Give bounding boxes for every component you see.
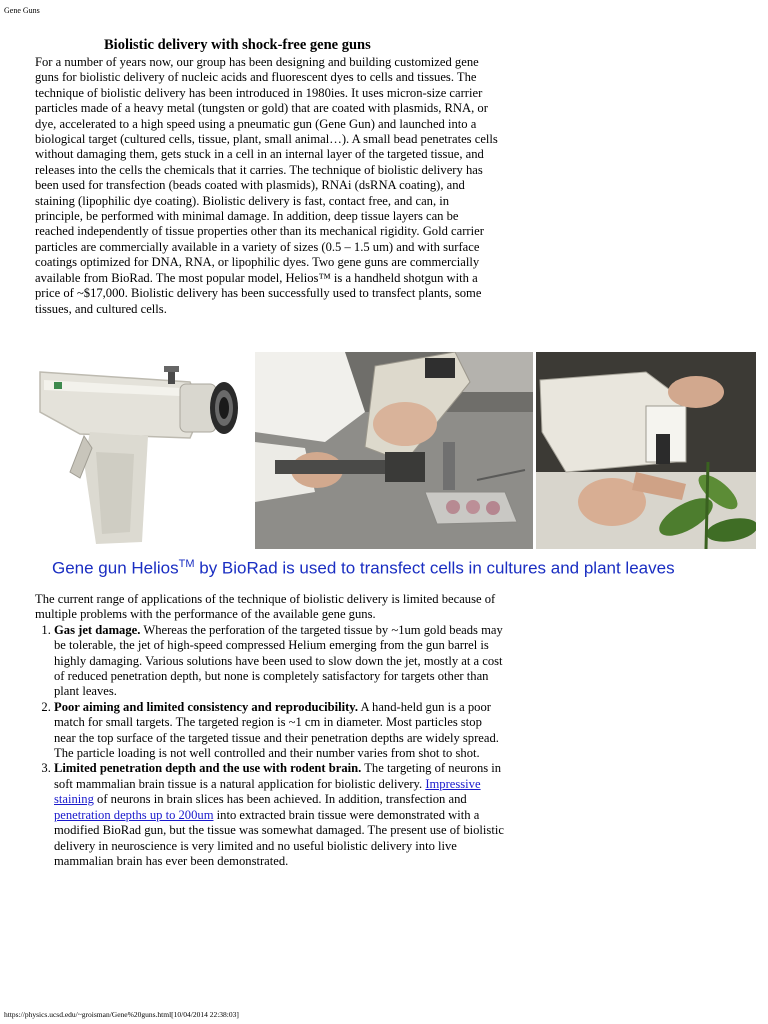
impressive-staining-link[interactable]: Impressive staining bbox=[54, 776, 481, 807]
list-item bbox=[54, 761, 505, 869]
item-text: of neurons in brain slices has been achieved. In addition, transfection and bbox=[93, 792, 467, 807]
page-title: Biolistic delivery with shock-free gene guns bbox=[104, 37, 371, 53]
list-item bbox=[54, 623, 505, 700]
gene-gun-product-photo bbox=[30, 352, 252, 549]
page-header-title: Gene Guns bbox=[4, 6, 40, 15]
caption-pre: Gene gun Helios bbox=[52, 558, 179, 578]
penetration-depths-link[interactable]: penetration depths up to 200um bbox=[54, 807, 214, 822]
limitations-section bbox=[35, 592, 505, 869]
figure-caption bbox=[52, 558, 752, 579]
item-title: Poor aiming and limited consistency and reproducibility. bbox=[54, 699, 359, 714]
list-item bbox=[54, 700, 505, 762]
caption-post: by BioRad is used to transfect cells in cultures and plant leaves bbox=[194, 558, 675, 578]
item-text: A hand-held gun is a poor match for small targets. The targeted region is ~1 cm in diameter. Most particles stop near the top surface of the targeted tissue and their penetration depths are widely spread. The particle loading is not well controlled and their number varies from shot to shot. bbox=[54, 699, 499, 761]
article-intro-section bbox=[35, 36, 500, 317]
item-title: Limited penetration depth and the use with rodent brain. bbox=[54, 761, 362, 776]
gene-gun-figure bbox=[30, 352, 756, 584]
plant-leaf-transfection-photo bbox=[536, 352, 756, 549]
item-title: Gas jet damage. bbox=[54, 622, 141, 637]
caption-trademark: TM bbox=[178, 558, 195, 570]
item-text: into extracted brain tissue were demonstrated with a modified BioRad gun, but the tissue was somewhat damaged. The present use of biolistic delivery in neuroscience is very limited and no useful biolistic delivery into live mammalian brain has ever been demonstrated. bbox=[54, 807, 504, 868]
intro-paragraph: For a number of years now, our group has been designing and building customized gene guns for biolistic delivery of nucleic acids and fluorescent dyes to cells and tissues. The technique of biolistic delivery has been introduced in 1980ies. It uses micron-size carrier particles made of a heavy metal (tungsten or gold) that are coated with plasmids, RNA, or dye, accelerated to a high speed using a pneumatic gun (Gene Gun) and launched into a biological target (cultured cells, tissue, plant, small animal…). A small bead penetrates cells without damaging them, gets stuck in a cell in an internal layer of the targeted tissue, and releases into the cells the chemicals that it carries. The technique of biolistic delivery has been used for transfection (beads coated with plasmids), RNAi (dsRNA coating), and staining (lipophilic dye coating). Biolistic delivery is fast, contact free, and can, in principle, be performed with minimal damage. In addition, deep tissue layers can be reached independently of tissue properties other than its mechanical rigidity. Gold carrier particles are commercially available in a variety of sizes (0.5 – 1.5 um) and with surface coatings optimized for DNA, RNA, or lipophilic dyes. Two gene guns are commercially available from BioRad. The most popular model, Helios™ is a handheld shotgun with a price of ~$17,000. Biolistic delivery has been successfully used to transfect plants, some tissues, and cultured cells. bbox=[35, 55, 498, 316]
limitations-list bbox=[35, 623, 505, 870]
cell-culture-transfection-photo bbox=[255, 352, 533, 549]
limitations-intro: The current range of applications of the technique of biolistic delivery is limited because of multiple problems with the performance of the available gene guns. bbox=[35, 592, 496, 622]
item-text: The targeting of neurons in soft mammalian brain tissue is a natural application for biolistic delivery. bbox=[54, 761, 502, 791]
item-text: Whereas the perforation of the targeted tissue by ~1um gold beads may be tolerable, the jet of high-speed compressed Helium emerging from the gun barrel is highly damaging. Various solutions have been used to slow down the jet, mostly at a cost of reduced penetration depth, but none is completely satisfactory for targets other than plant leaves. bbox=[54, 622, 503, 699]
page-url-footer: https://physics.ucsd.edu/~groisman/Gene%20guns.html[10/04/2014 22:38:03] bbox=[4, 1010, 239, 1019]
